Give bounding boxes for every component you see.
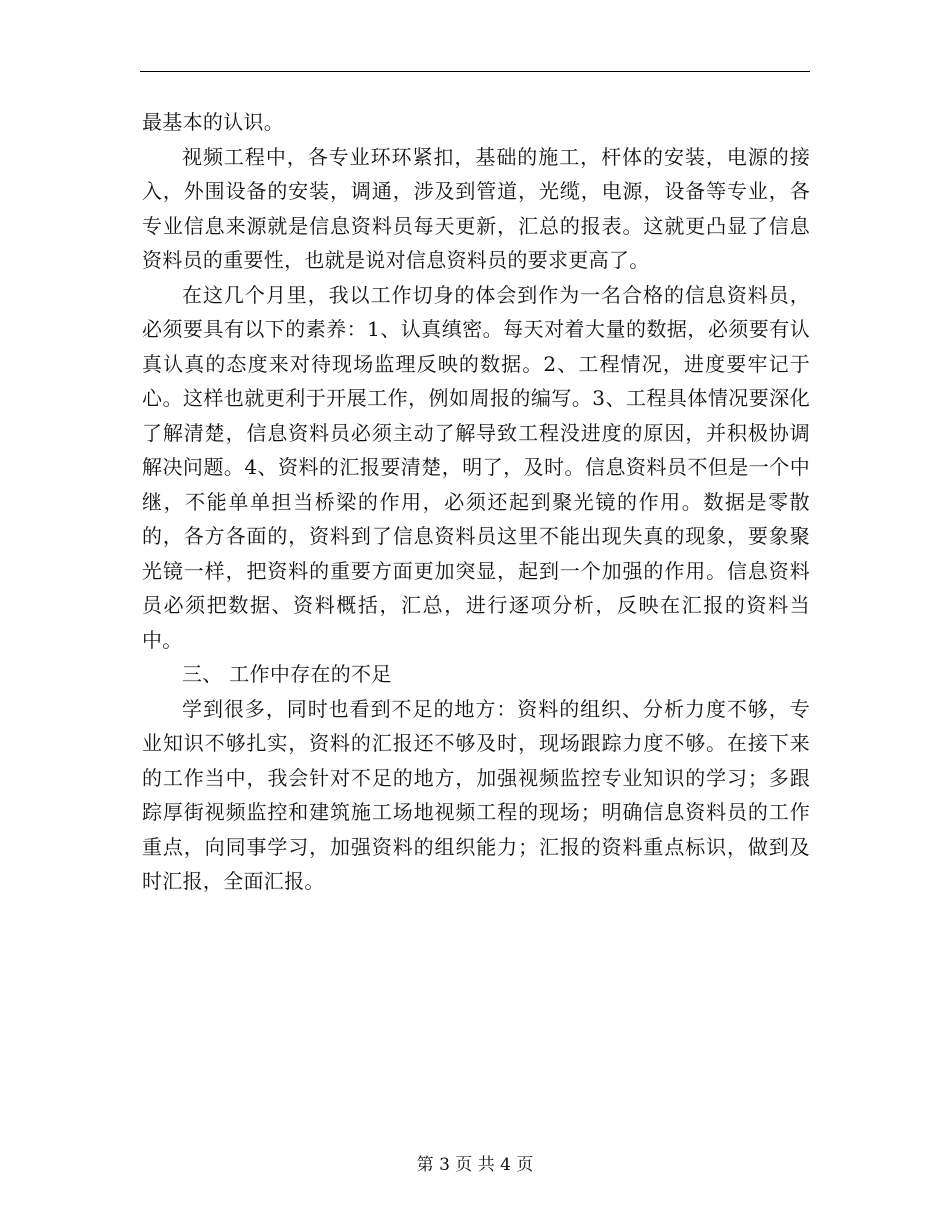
document-body — [142, 105, 810, 899]
paragraph-shortcomings: 学到很多，同时也看到不足的地方：资料的组织、分析力度不够，专业知识不够扎实，资料的汇报还不够及时，现场跟踪力度不够。在接下来的工作当中，我会针对不足的地方，加强视频监控专业知识的学习；多跟踪厚街视频监控和建筑施工场地视频工程的现场；明确信息资料员的工作重点，向同事学习，加强资料的组织能力；汇报的资料重点标识，做到及时汇报，全面汇报。 — [142, 696, 810, 893]
header-rule — [140, 71, 810, 72]
paragraph-continuation: 最基本的认识。 — [142, 110, 285, 134]
paragraph-video-engineering: 视频工程中，各专业环环紧扣，基础的施工，杆体的安装，电源的接入，外围设备的安装，调通，涉及到管道，光缆，电源，设备等专业，各专业信息来源就是信息资料员每天更新，汇总的报表。这就更凸显了信息资料员的重要性，也就是说对信息资料员的要求更高了。 — [142, 144, 810, 272]
section-heading-shortcomings: 三、 工作中存在的不足 — [182, 662, 392, 686]
page-footer: 第 3 页 共 4 页 — [416, 1155, 534, 1175]
paragraph-qualities: 在这几个月里，我以工作切身的体会到作为一名合格的信息资料员，必须要具有以下的素养：1、认真缜密。每天对着大量的数据，必须要有认真认真的态度来对待现场监理反映的数据。2、工程情况，进度要牢记于心。这样也就更利于开展工作，例如周报的编写。3、工程具体情况要深化了解清楚，信息资料员必须主动了解导致工程没进度的原因，并积极协调解决问题。4、资料的汇报要清楚，明了，及时。信息资料员不但是一个中继，不能单单担当桥梁的作用，必须还起到聚光镜的作用。数据是零散的，各方各面的，资料到了信息资料员这里不能出现失真的现象，要象聚光镜一样，把资料的重要方面更加突显，起到一个加强的作用。信息资料员必须把数据、资料概括，汇总，进行逐项分析，反映在汇报的资料当中。 — [142, 282, 810, 652]
